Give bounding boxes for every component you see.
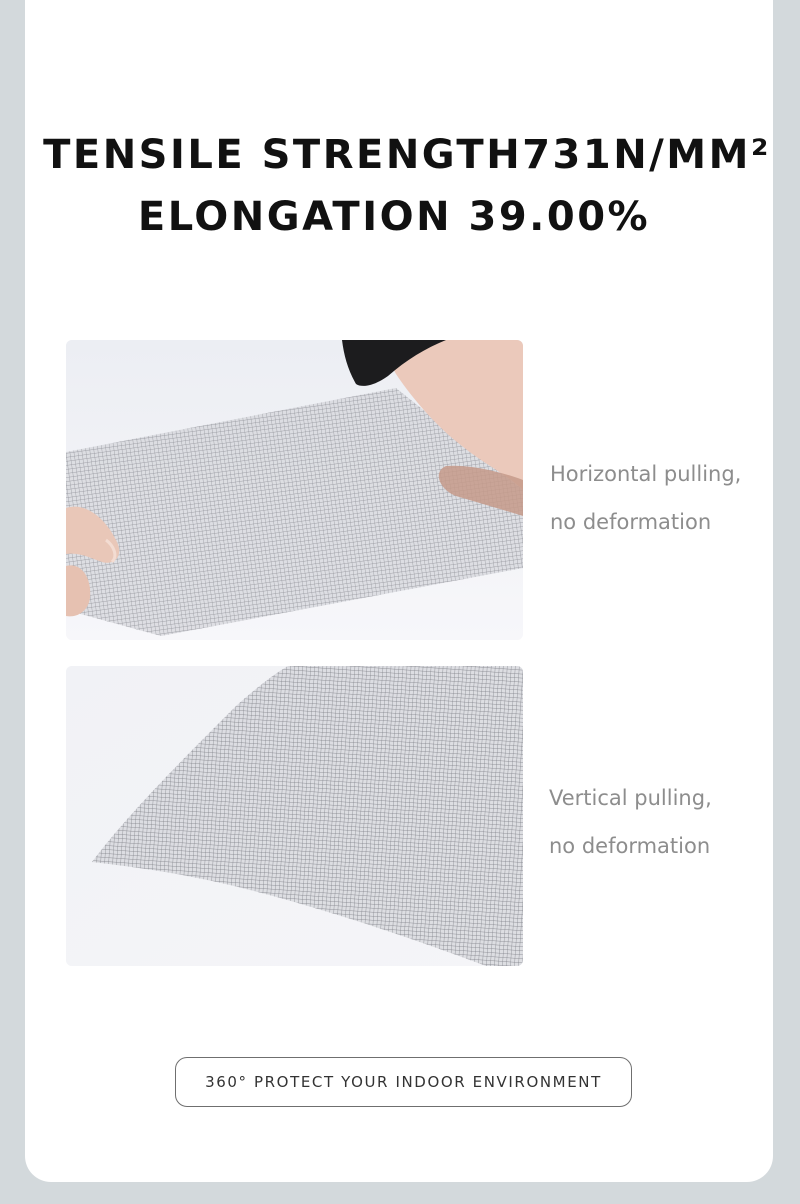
vertical-pulling-caption: [549, 774, 712, 870]
vertical-mesh-illustration: [66, 666, 523, 966]
horizontal-pulling-photo: [66, 340, 523, 640]
vertical-pulling-photo: [66, 666, 523, 966]
elongation-heading: ELONGATION 39.00%: [137, 194, 651, 240]
caption-line: no deformation: [549, 834, 711, 858]
protect-environment-badge: 360° PROTECT YOUR INDOOR ENVIRONMENT: [175, 1057, 632, 1107]
caption-line: Vertical pulling,: [549, 786, 712, 810]
caption-line: Horizontal pulling,: [550, 462, 742, 486]
caption-line: no deformation: [550, 510, 712, 534]
tensile-strength-heading: TENSILE STRENGTH731N/MM²: [43, 132, 771, 178]
horizontal-mesh-illustration: [66, 340, 523, 640]
horizontal-pulling-caption: [550, 450, 741, 546]
